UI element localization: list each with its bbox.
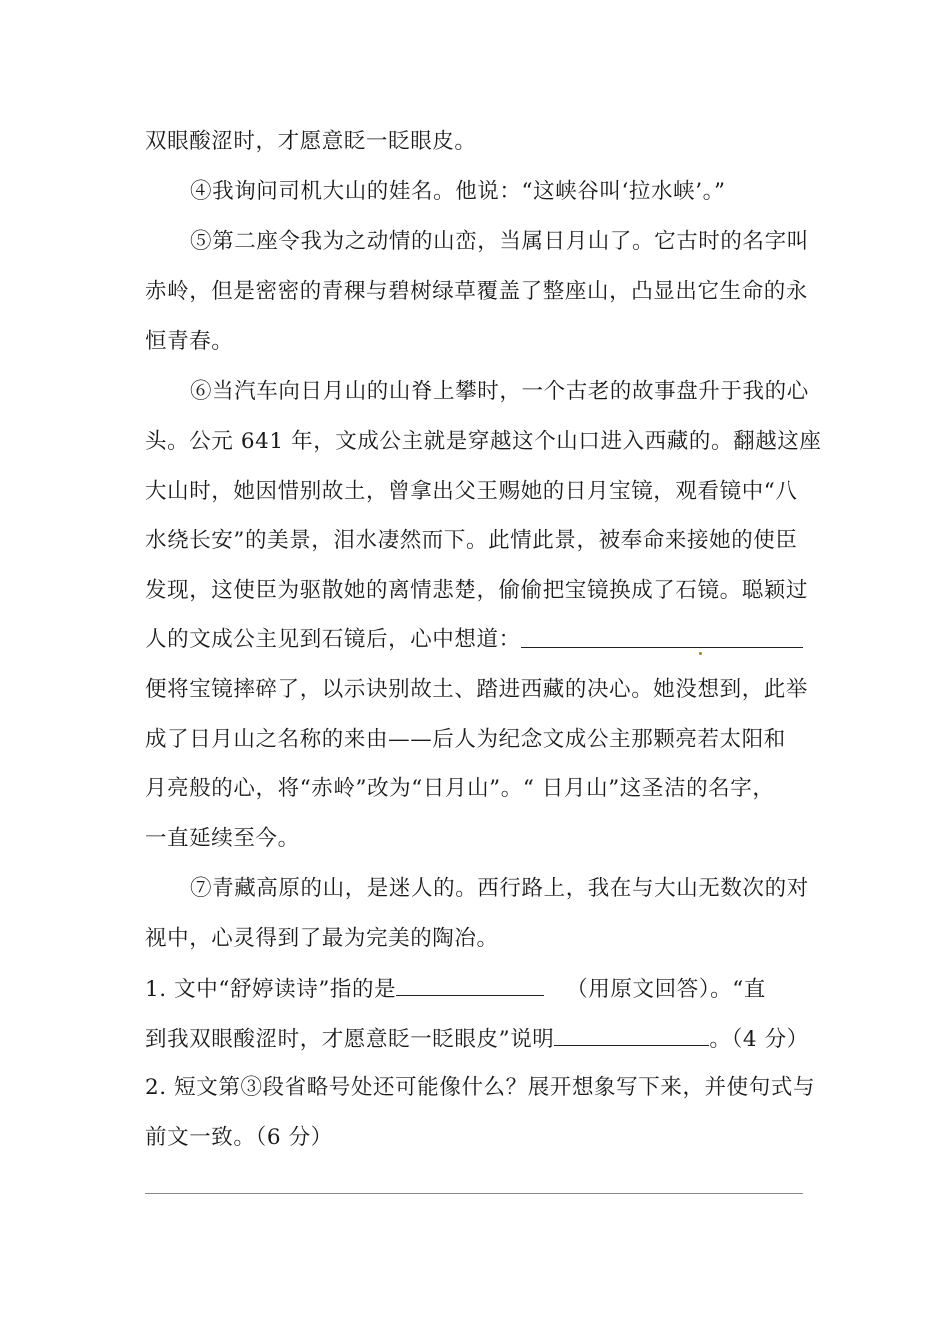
question-1-cont — [145, 1023, 809, 1055]
paragraph-6: ⑥当汽车向日月山的山脊上攀时，一个古老的故事盘升于我的心 — [190, 379, 809, 404]
paragraph-4: ④我询问司机大山的娃名。他说：“这峡谷叫‘拉水峡’。” — [190, 179, 726, 204]
text-segment: 1. 文中“舒婷读诗”指的是 — [145, 977, 397, 1002]
text-line: 头。公元 641 年，文成公主就是穿越这个山口进入西藏的。翻越这座 — [145, 429, 822, 454]
text-line: 一直延续至今。 — [145, 826, 300, 851]
text-segment: 人的文成公主见到石镜后，心中想道： — [145, 627, 521, 652]
text-line: 双眼酸涩时，才愿意眨一眨眼皮。 — [145, 129, 477, 154]
text-line: 恒青春。 — [145, 329, 234, 354]
text-line: 赤岭，但是密密的青稞与碧树绿草覆盖了整座山，凸显出它生命的永 — [145, 279, 809, 304]
text-line: 发现，这使臣为驱散她的离情悲楚，偷偷把宝镜换成了石镜。聪颖过 — [145, 578, 809, 603]
text-segment: （用原文回答）。“直 — [566, 977, 766, 1002]
text-line: 视中，心灵得到了最为完美的陶冶。 — [145, 926, 499, 951]
text-line: 成了日月山之名称的来由——后人为纪念文成公主那颗亮若太阳和 — [145, 727, 786, 752]
question-2: 2. 短文第③段省略号处还可能像什么？展开想象写下来，并使句式与 — [145, 1075, 816, 1100]
ink-dot — [699, 652, 702, 655]
paragraph-7: ⑦青藏高原的山，是迷人的。西行路上，我在与大山无数次的对 — [190, 876, 809, 901]
text-line: 便将宝镜摔碎了，以示诀别故土、踏进西藏的决心。她没想到，此举 — [145, 677, 809, 702]
text-line — [145, 625, 803, 655]
text-line: 水绕长安”的美景，泪水凄然而下。此情此景，被奉命来接她的使臣 — [145, 528, 798, 553]
answer-blank-thought[interactable] — [521, 625, 803, 648]
text-segment: 。（4 分） — [709, 1027, 809, 1052]
answer-blank-q1a[interactable] — [396, 973, 544, 996]
question-2-cont: 前文一致。（6 分） — [145, 1125, 333, 1150]
text-segment: 到我双眼酸涩时，才愿意眨一眨眼皮”说明 — [145, 1027, 555, 1052]
text-line: 月亮般的心，将“赤岭”改为“日月山”。“ 日月山”这圣洁的名字， — [145, 776, 775, 801]
answer-blank-q1b[interactable] — [554, 1023, 709, 1046]
paragraph-5: ⑤第二座令我为之动情的山峦，当属日月山了。它古时的名字叫 — [190, 229, 809, 254]
answer-line-q2[interactable] — [145, 1193, 803, 1194]
text-line: 大山时，她因惜别故土，曾拿出父王赐她的日月宝镜，观看镜中“八 — [145, 479, 798, 504]
question-1 — [145, 973, 766, 1005]
